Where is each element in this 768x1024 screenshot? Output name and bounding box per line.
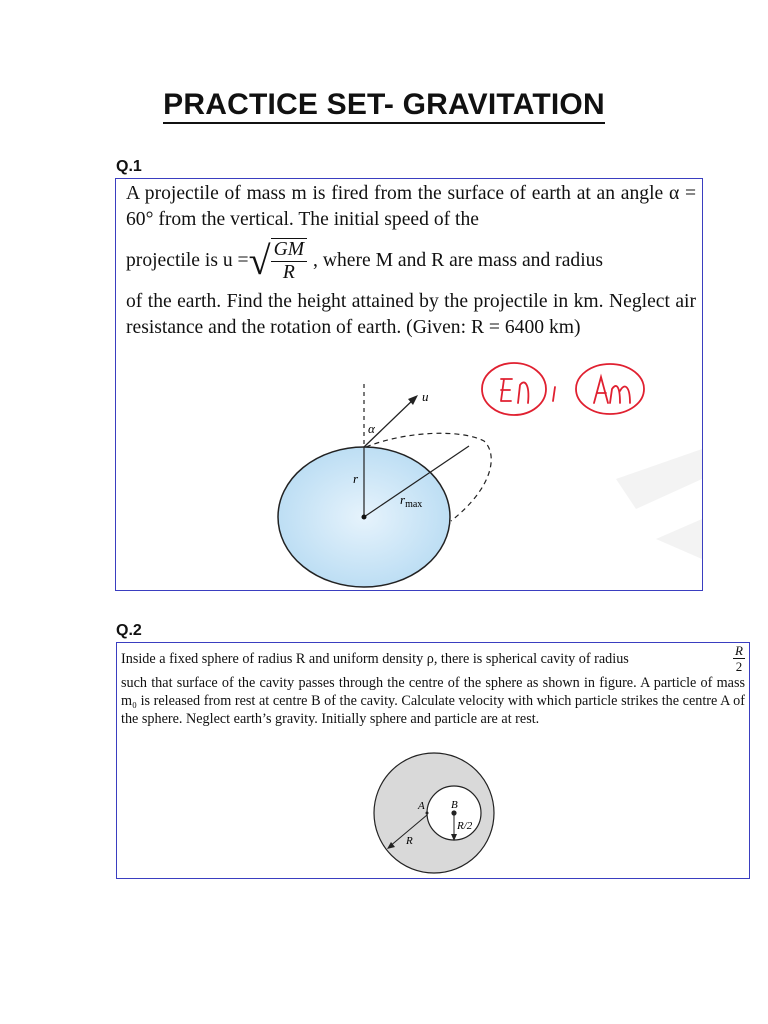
page-title: PRACTICE SET- GRAVITATION — [0, 88, 768, 122]
label-r: r — [353, 471, 359, 486]
label-R: R — [406, 835, 413, 847]
label-rmax: $r_{max}$ — [400, 492, 423, 510]
projectile-figure — [116, 179, 702, 590]
question-2-line-1-text: Inside a fixed sphere of radius R and uniform density ρ, there is spherical cavity of radius — [121, 650, 629, 667]
formula-denominator: R — [282, 262, 295, 283]
label-R2: R/2 — [457, 820, 473, 832]
fraction-numerator: R — [735, 643, 743, 658]
label-A: A — [418, 800, 425, 812]
formula-suffix: , where M and R are mass and radius — [313, 250, 604, 271]
fraction-denominator: 2 — [735, 659, 743, 674]
question-1-line-1: A projectile of mass m is fired from the surface of earth at an angle α = 60° from the vertical. The initial speed of the — [126, 183, 696, 230]
question-1-label: Q.1 — [116, 158, 142, 175]
watermark-shape — [656, 519, 702, 559]
handwritten-note — [482, 363, 644, 415]
question-1-line-3: of the earth. Find the height attained by the projectile in km. Neglect air resistance and the rotation of earth. (Given: R = 6400 km) — [126, 291, 696, 338]
sqrt-symbol: √ — [248, 238, 271, 283]
formula-numerator: GM — [271, 239, 307, 262]
point-B — [451, 810, 456, 815]
label-u: u — [422, 389, 429, 404]
question-2-box — [116, 642, 750, 879]
formula-prefix: projectile is u = — [126, 250, 249, 271]
question-1-box — [115, 178, 703, 591]
earth-center-dot — [362, 515, 367, 520]
cavity-figure — [117, 643, 749, 878]
label-alpha: α — [368, 421, 375, 436]
watermark-shape — [616, 449, 702, 509]
question-2-line-2: such that surface of the cavity passes through the centre of the sphere as shown in figure. A particle of mass m₀ is released from rest at centre B of the cavity. Calculate velocity with which particle strikes the centre A of the sphere. Neglect earth’s gravity. Initially sphere and particle are at rest. — [121, 675, 745, 727]
question-2-label: Q.2 — [116, 622, 142, 639]
label-B: B — [451, 799, 458, 811]
point-A — [426, 812, 429, 815]
